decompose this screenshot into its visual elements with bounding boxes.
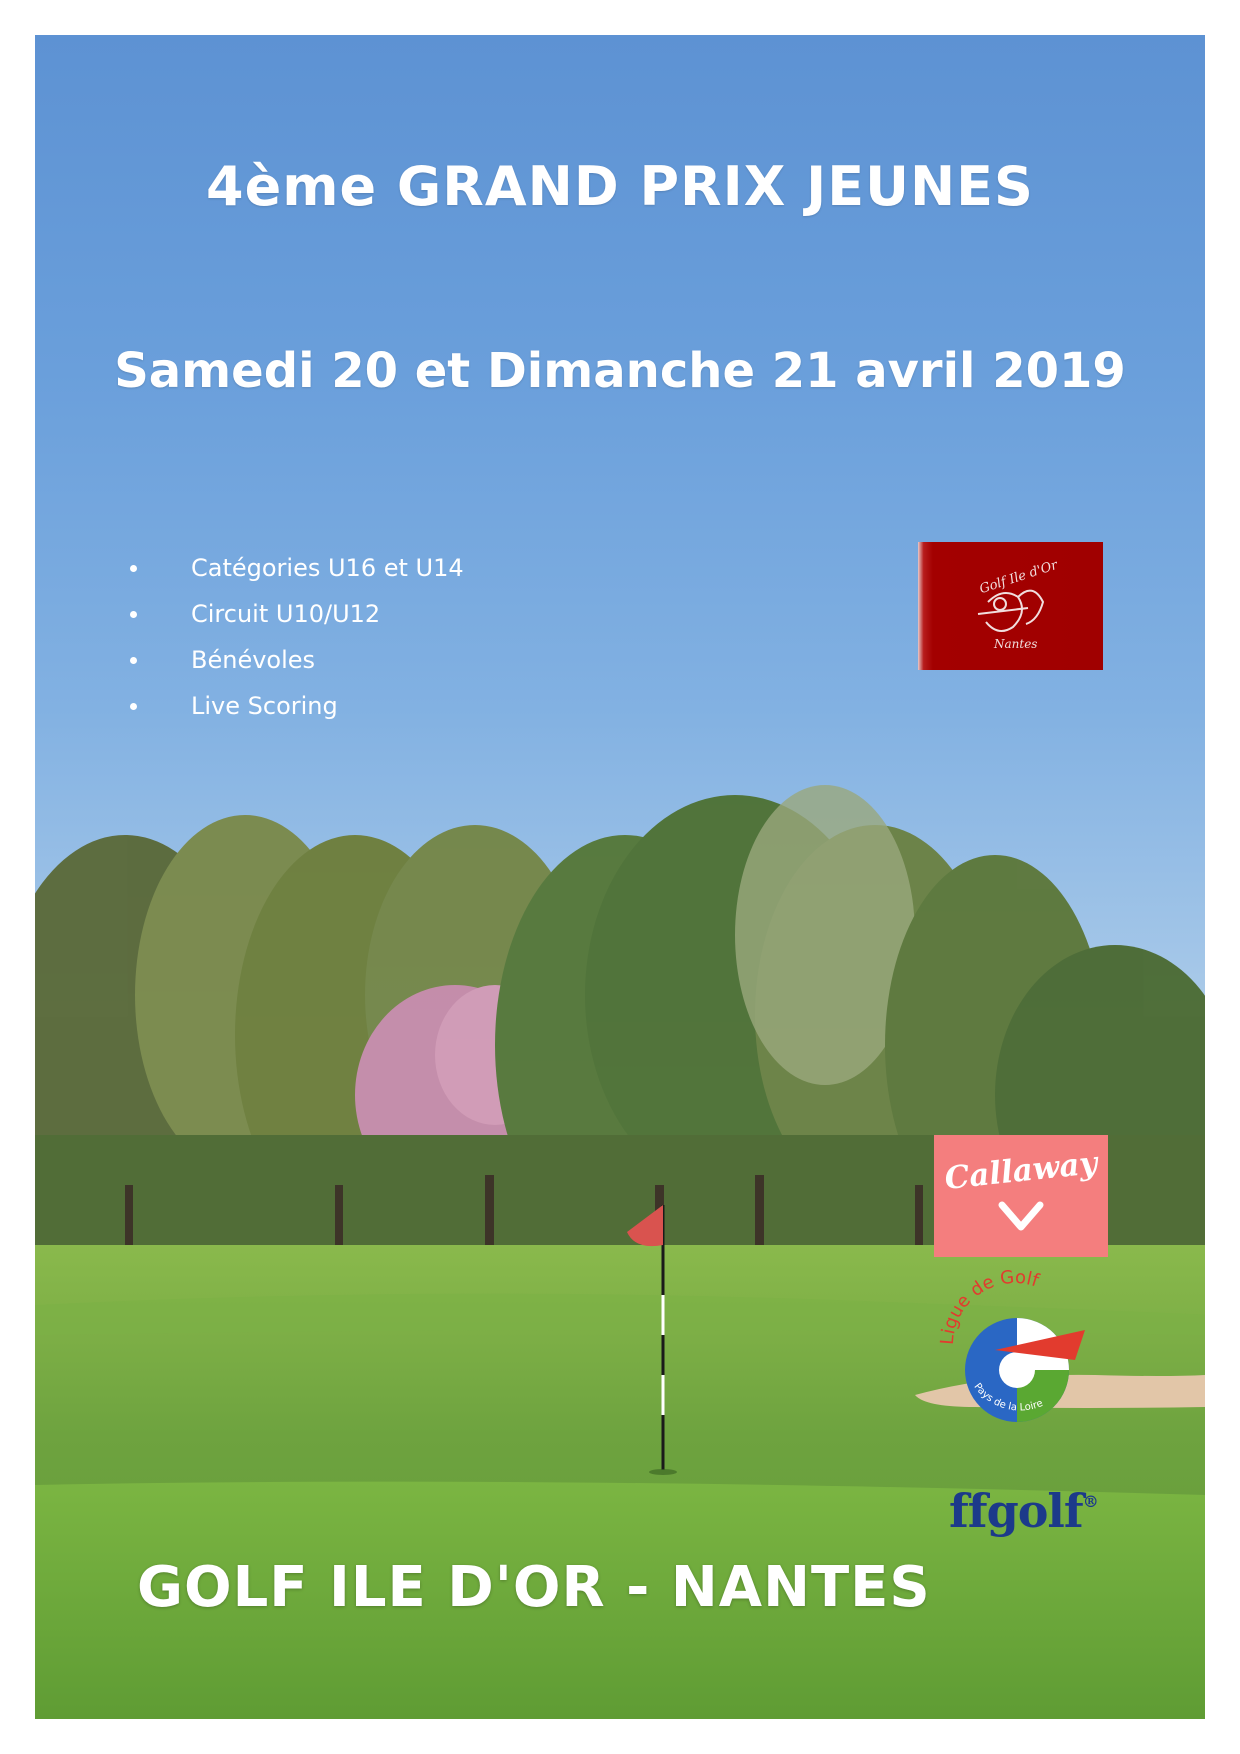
ffgolf-logo [949, 1484, 1098, 1538]
ffgolf-logo-mark: ® [1082, 1492, 1098, 1511]
poster-photo [35, 35, 1205, 1719]
club-logo [918, 542, 1103, 670]
ffgolf-logo-text: ffgolf [949, 1484, 1083, 1538]
golf-course-photo [35, 35, 1205, 1719]
bullet-icon [130, 703, 137, 710]
bullet-icon [130, 657, 137, 664]
ligue-logo-name: Ligue de Golf [936, 1266, 1042, 1346]
callaway-logo-text: Callaway [942, 1145, 1100, 1197]
list-item: Circuit U10/U12 [130, 591, 464, 637]
feature-list [130, 545, 464, 729]
chevron-down-icon [934, 1135, 1108, 1257]
list-item: Bénévoles [130, 637, 464, 683]
bullet-icon [130, 565, 137, 572]
list-item: Live Scoring [130, 683, 464, 729]
callaway-logo [934, 1135, 1108, 1257]
bullet-icon [130, 611, 137, 618]
event-title: 4ème GRAND PRIX JEUNES [206, 155, 1034, 218]
ligue-logo-region: Pays de la Loire [971, 1381, 1045, 1414]
club-logo-city: Nantes [994, 637, 1038, 651]
list-item: Catégories U16 et U14 [130, 545, 464, 591]
venue-name: GOLF ILE D'OR - NANTES [137, 1555, 931, 1620]
ligue-logo [935, 1265, 1095, 1425]
club-logo-name: Golf Ile d'Or [977, 557, 1060, 598]
event-dates: Samedi 20 et Dimanche 21 avril 2019 [114, 343, 1126, 399]
